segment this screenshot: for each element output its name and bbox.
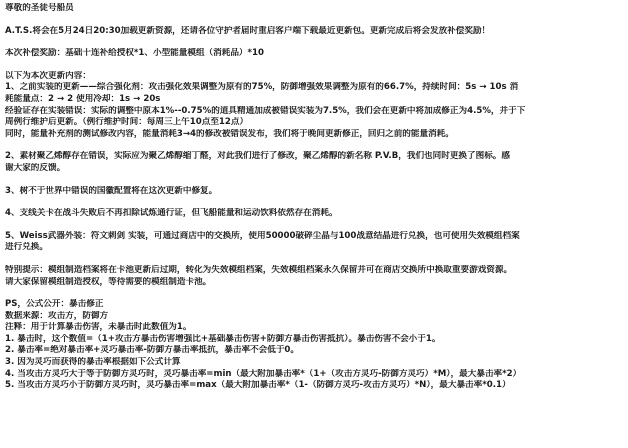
special-notice (5, 265, 622, 288)
item2-line1: 2、素材聚乙烯醇存在错误，实际应为聚乙烯醇缩丁醛，对此我们进行了修改，聚乙烯醇的新名称 P.V.B，我们也同时更换了图标。感 (5, 151, 510, 162)
ps-source: 数据来源：攻击方，防御方 (5, 310, 109, 321)
item5-line2: 进行兑换。 (5, 242, 48, 253)
update-item-4: 4、支线关卡在战斗失败后不再扣除试炼通行证，但飞船能量和运动饮料依然存在消耗。 (5, 208, 338, 219)
special-line1: 特别提示：模组制造档案将在卡池更新后过期，转化为失效模组档案，失效模组档案永久保留并可在商店交换所中换取重要游戏资源。 (5, 264, 513, 275)
item1-line2: 耗能量点：2 → 2 使用冷却：1s → 20s (5, 93, 161, 104)
ps-note: 注释：用于计算暴击伤害，未暴击时此数值为1。 (5, 322, 192, 333)
announcement-text: A.T.S.将会在5月24日20:30加载更新资源，还请各位守护者届时重启客户端下载最近更新包。更新完成后将会发放补偿奖励！ (5, 25, 491, 36)
item1-line1: 1、之前实装的更新——综合强化剂：攻击强化效果调整为原有的75%，防御增强效果调整为原有的66.7%，持续时间：5s → 10s 消 (5, 82, 519, 93)
ps-title: PS，公式公开：暴击修正 (5, 299, 104, 310)
update-header: 以下为本次更新内容： (5, 70, 91, 81)
item1-line4: 周例行维护后更新。（例行维护时间：每周三上午10点至12点） (5, 117, 249, 128)
ps-formula-4: 4. 当攻击方灵巧大于等于防御方灵巧时，灵巧暴击率=min（最大附加暴击率*（1+（攻击方灵巧-防御方灵巧）*M），最大暴击率*2） (5, 368, 522, 379)
ps-formula-3: 3. 因为灵巧而获得的暴击率根据如下公式计算 (5, 357, 181, 368)
item2-line2: 谢大家的反馈。 (5, 162, 66, 173)
ps-formula-1: 1. 暴击时，这个数值=（1+攻击方暴击伤害增强比+基础暴击伤害+防御方暴击伤害抵抗）。暴击伤害不会小于1。 (5, 333, 441, 344)
update-item-2 (5, 151, 622, 174)
update-item-1 (5, 82, 622, 140)
compensation-text: 本次补偿奖励：基础十连补给授权*1、小型能量模组（消耗品）*10 (5, 48, 264, 59)
update-item-3: 3、树不于世界中错误的国徽配置将在这次更新中修复。 (5, 185, 218, 196)
ps-formula-5: 5. 当攻击方灵巧小于防御方灵巧时，灵巧暴击率=max（最大附加暴击率*（1-（防御方灵巧-攻击方灵巧）*N），最大暴击率*0.1） (5, 380, 511, 391)
ps-formula-2: 2. 暴击率=绝对暴击率+灵巧暴击率-防御方暴击率抵抗，暴击率不会低于0。 (5, 345, 299, 356)
item1-line3: 经验证存在实装错误：实际的调整中原本1%--0.75%的道具精通加成被错误实装为7.5%，我们会在更新中将加成修正为4.5%，并于下 (5, 105, 526, 116)
item5-line1: 5、Weiss武器外装：符文刺剑 实装，可通过商店中的交换所，使用50000破碎尘晶与100战意结晶进行兑换，也可使用失效模组档案 (5, 230, 520, 241)
item1-line5: 同时，能量补充剂的测试修改内容，能量消耗3→4的修改被错误发布，我们将于晚间更新修正，回归之前的能量消耗。 (5, 128, 454, 139)
greeting: 尊敬的圣徒号船员 (5, 3, 74, 13)
ps-formula-section (5, 299, 622, 392)
update-item-5 (5, 231, 622, 254)
special-line2: 请大家保留模组制造授权，等待需要的模组制造卡池。 (5, 276, 212, 287)
